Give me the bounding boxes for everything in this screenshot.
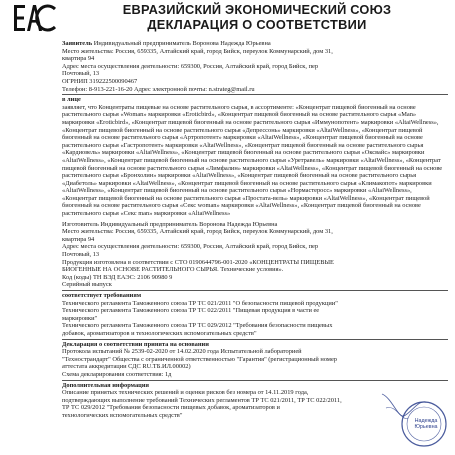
declared-products: заявляет, что Концентраты пищевые на основе растительного сырья, в ассортименте: «Концентрат пищевой биогенный на основе растительного сырья «Woman» маркировки «Eroticbird», «Концентрат пищевой биогенный на основе растительного сырья «Man» маркировки «Eroticbird», «Концентрат пищевой биогенный на основе растительного сырья «Иммунопотент» маркировки «AltaiWellness», «Концентрат пищевой биогенный на основе растительного сырья «Депрессонь» маркировки «AltaiWellness», «Концентрат пищевой биогенный на основе растительного сырья «Артропотент» маркировки «AltaiWellness», «Концентрат пищевой биогенный на основе растительного сырья «Гастропотент» маркировки «AltaiWellness», «Концентрат пищевой биогенный на основе растительного сырья «Кардиовель» маркировки «AltaiWellness», «Концентрат пищевой биогенный на основе растительного сырья «Оксвайс» маркировки «AltaiWellness», «Концентрат пищевой биогенный на основе растительного сырья «Уретравель» маркировки «AltaiWellness», «Концентрат пищевой биогенный на основе растительного сырья «Лимфалин» маркировки «AltaiWellness», «Концентрат пищевой биогенный на основе растительного сырья «Бронхолин» маркировки «AltaiWellness», «Концентрат пищевой биогенный на основе растительного сырья «Диабетоль» маркировки «AltaiWellness», «Концентрат пищевой биогенный на основе растительного сырья «Климакопот» маркировки «AltaiWellness», «Концентрат пищевой биогенный на основе растительного сырья «Нормастеросс» маркировки «AltaiWellness», «Концентрат пищевой биогенный на основе растительного сырья «Простата-вель» маркировки «AltaiWellness», «Концентрат пищевой биогенный на основе растительного сырья «Секс woman» маркировки «AltaiWellness», «Концентрат пищевой биогенный на основе растительного сырья «Секс man» маркировки «AltaiWellness»	[62, 103, 443, 218]
divider	[62, 290, 448, 291]
applicant-activity-address: Адрес места осуществления деятельности: 659300, Россия, Алтайский край, город Бийск, пер	[62, 62, 319, 70]
applicant-contacts: Телефон: 8-913-221-16-20 Адрес электронной почты: n.strateg@mail.ru	[62, 85, 255, 93]
serial-production: Серийный выпуск	[62, 281, 112, 289]
basis-heading: Декларация о соответствии принята на основании	[62, 340, 209, 348]
standard-reference: Продукция изготовлена в соответствии с СТО 0190644796-001-2020 «КОНЦЕНТРАТЫ ПИЩЕВЫЕ	[62, 258, 334, 266]
document-header	[0, 0, 455, 36]
divider	[62, 380, 448, 381]
additional-heading: Дополнительная информация	[62, 381, 149, 389]
stamp-text	[404, 418, 448, 430]
declaration-scheme: Схема декларирования соответствия: 1д	[62, 370, 172, 378]
applicant-label: Заявитель	[62, 40, 93, 47]
requirement-029: Технического регламента Таможенного союза ТР ТС 029/2012 "Требования безопасности пищевых	[62, 322, 333, 330]
requirement-022-cont: маркировки"	[62, 314, 98, 322]
eac-logo	[13, 3, 57, 33]
accreditation-number: аттестата аккредитации СДС RU.ТБ.ИЛ.00002)	[62, 363, 191, 371]
applicant-apartment: квартира 94	[62, 55, 95, 63]
additional-line-4: технологических вспомогательных средств"	[62, 411, 183, 419]
hs-code: Код (коды) ТН ВЭД ЕАЭС: 2106 90980 9	[62, 273, 173, 281]
divider	[62, 339, 448, 340]
applicant-name: Индивидуальный предприниматель Воронова Надежда Юрьевна	[93, 40, 271, 47]
manufacturer-activity-address-cont: Почтовый, 13	[62, 251, 100, 259]
document-body	[62, 40, 448, 420]
requirements-heading: соответствует требованиям	[62, 292, 142, 299]
in-person-line	[62, 96, 448, 104]
in-person-label: в лице	[62, 96, 81, 104]
requirement-029-cont: добавок, ароматизаторов и технологических вспомогательных средств"	[62, 329, 257, 337]
applicant-address: Место жительства: Россия, 659335, Алтайский край, город Бийск, переулок Коммунарский, дом 31,	[62, 47, 333, 55]
additional-line-1: Описание принятых технических решений и оценки рисков без номера от 14.11.2019 года,	[62, 389, 309, 397]
manufacturer-apartment: квартира 94	[62, 235, 95, 243]
applicant-activity-address-cont: Почтовый, 13	[62, 70, 100, 78]
requirement-021: Технического регламента Таможенного союза ТР ТС 021/2011 "О безопасности пищевой продукции"	[62, 299, 338, 307]
union-title: ЕВРАЗИЙСКИЙ ЭКОНОМИЧЕСКИЙ СОЮЗ	[122, 2, 392, 17]
requirement-022: Технического регламента Таможенного союза ТР ТС 022/2011 "Пищевая продукция в части ее	[62, 307, 320, 315]
document-title	[66, 2, 448, 32]
stamp-line-2: Юрьевна	[414, 424, 438, 430]
applicant-ogrnip: ОГРНИП 319222500090467	[62, 77, 138, 85]
declaration-title: ДЕКЛАРАЦИЯ О СООТВЕТСТВИИ	[147, 17, 367, 32]
test-lab: "Технострандарт" Общества с ограниченной ответственностью "Гарантия" (регистрационный номер	[62, 355, 337, 363]
applicant-line	[62, 40, 448, 48]
stamp-line-1: Надежда	[414, 418, 438, 424]
manufacturer-address: Место жительства: Россия, 659335, Алтайский край, город Бийск, переулок Коммунарский, дом 31,	[62, 228, 333, 236]
test-protocol: Протокола испытаний № 2539-02-2020 от 14.02.2020 года Испытательной лабораторией	[62, 348, 302, 356]
divider	[62, 94, 448, 95]
manufacturer-name: Изготовитель Индивидуальный предприниматель Воронова Надежда Юрьевна	[62, 220, 278, 228]
manufacturer-activity-address: Адрес места осуществления деятельности: 659300, Россия, Алтайский край, город Бийск, пер	[62, 243, 319, 251]
additional-line-3: ТР ТС 029/2012 "Требования безопасности пищевых добавок, ароматизаторов и	[62, 404, 280, 412]
additional-line-2: подтверждающих выполнение требований Технических регламентов ТР ТС 021/2011, ТР ТС 022/2011,	[62, 396, 342, 404]
standard-title: БИОГЕННЫЕ НА ОСНОВЕ РАСТИТЕЛЬНОГО СЫРЬЯ. Технические условия».	[62, 266, 284, 274]
